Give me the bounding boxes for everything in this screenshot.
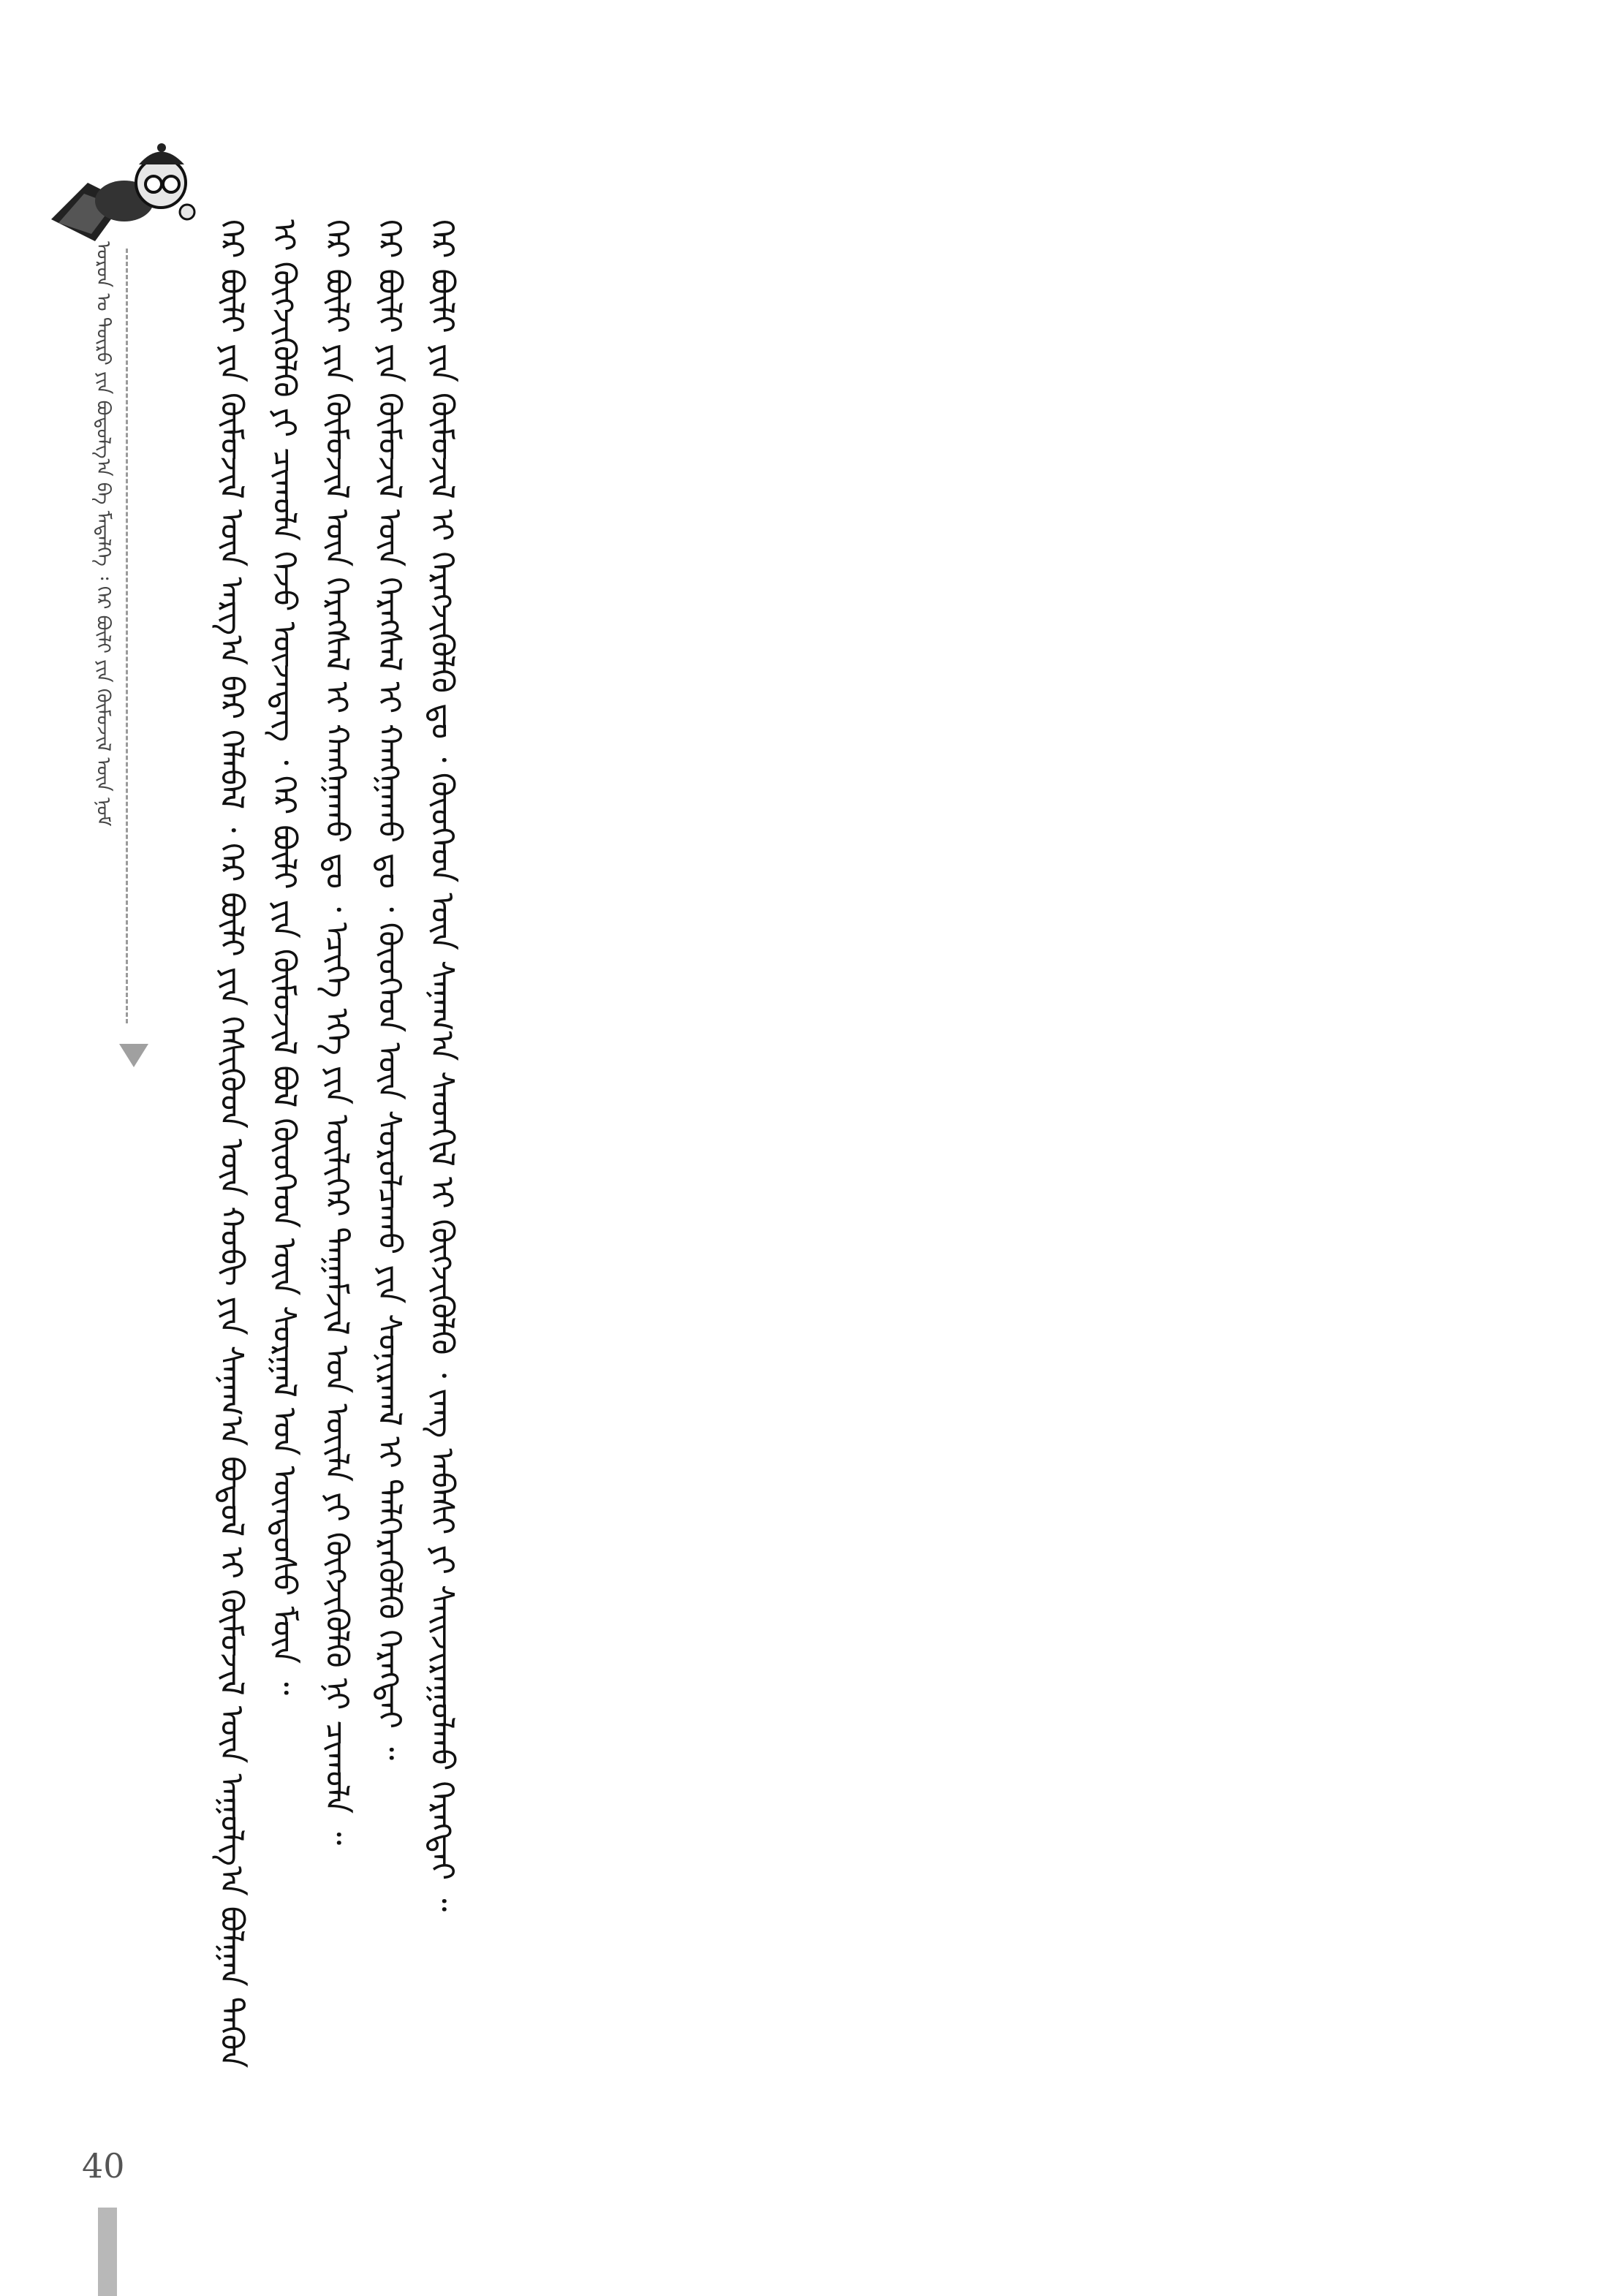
running-head: ᠣᠷᠣᠨ ᠤ ᠲᠦᠷᠦ ᠶᠢᠨ ᠪᠣᠳᠣᠯᠭ᠎ᠠ ᠪᠠ ᠮᠡᠳᠡᠯᠭᠡ ᠄ ᠭᠡᠷ ᠪᠦᠯᠢ ᠶᠢᠨ ᠬᠦᠮᠦᠵᠢᠯ ᠦᠨ ᠨᠣᠮ (92, 241, 114, 827)
paragraph: ᠭᠡᠷ ᠪᠦᠯᠢ ᠶᠢᠨ ᠬᠦᠮᠦᠵᠢᠯ ᠦᠨ ᠬᠡᠷᠡᠭᠰᠡᠯ ᠢ ᠬᠠᠩᠭᠠᠬᠤ ᠳᠤ ᠂ ᠡᠴᠢᠭᠡ ᠡᠬᠡ ᠶᠢᠨ ᠦᠯᠢᠭᠡᠷ ᠳᠠᠭᠠᠮᠵᠢᠯ ᠤᠨ ᠦᠢᠯᠡ ᠶᠢ ᠬᠦᠭᠵᠢᠭᠦᠯᠬᠦ ᠨᠢ ᠴᠢᠬᠤᠯᠠ ᠃ (318, 219, 355, 1846)
divider-dashed (126, 249, 128, 1023)
thumb-tab (98, 2208, 117, 2296)
mascot-illustration (44, 132, 197, 249)
paragraph: ᠭᠡᠷ ᠪᠦᠯᠢ ᠶᠢᠨ ᠬᠦᠮᠦᠵᠢᠯ ᠦᠨ ᠬᠡᠷᠡᠭᠰᠡᠯ ᠢ ᠬᠠᠩᠭᠠᠬᠤ ᠳᠤ ᠂ ᠬᠦᠦᠬᠡᠳ ᠦᠨ ᠰᠤᠷᠤᠯᠴᠠᠬᠤ ᠶᠢᠨ ᠰᠣᠨᠢᠷᠬᠠᠯ ᠢ ᠲᠡᠯᠭᠡᠷᠡᠭᠦᠯᠬᠦ ᠬᠡᠷᠡᠭᠲᠡᠢ ᠃ (371, 219, 408, 1760)
paragraph: ᠭᠡᠷ ᠪᠦᠯᠢ ᠶᠢᠨ ᠬᠦᠮᠦᠵᠢᠯ ᠦᠨ ᠠᠷᠭ᠎ᠠ ᠪᠠᠷ ᠬᠡᠯᠡᠪᠡᠯ ᠂ ᠭᠡᠷ ᠪᠦᠯᠢ ᠶᠢᠨ ᠭᠡᠰᠢᠭᠦᠳ ᠦᠨ ᠬᠤᠪᠢ ᠶᠢᠨ ᠰᠠᠨᠠᠭ᠎ᠠ ᠪᠣᠳᠣᠯ ᠢ ᠬᠦᠮᠦᠵᠢᠯ ᠦᠨ ᠠᠭᠤᠯᠭ᠎ᠠ ᠪᠣᠯᠭᠠᠨ ᠲᠡᠭᠦᠨ ᠢ ᠬᠦᠭᠵᠢᠭᠦᠯᠬᠦ ᠶᠢ ᠴᠢᠬᠤᠯᠠ ᠭᠡᠵᠦ ᠦᠵᠡᠳᠡᠭ ᠂ ᠭᠡᠷ ᠪᠦᠯᠢ ᠶᠢᠨ ᠬᠦᠮᠦᠵᠢᠯ ᠪᠣᠯ ᠬᠦᠦᠬᠡᠳ ᠦᠨ ᠰᠤᠷᠭᠠᠯ ᠤᠨ ᠦᠨᠳᠦᠰᠦ ᠮᠥᠨ ᠃ (213, 219, 303, 2069)
paragraph: ᠭᠡᠷ ᠪᠦᠯᠢ ᠶᠢᠨ ᠬᠦᠮᠦᠵᠢᠯ ᠢ ᠬᠡᠷᠡᠭᠵᠢᠭᠦᠯᠬᠦ ᠳᠤ ᠂ ᠬᠦᠦᠬᠡᠳ ᠦᠨ ᠰᠠᠨᠠᠭ᠎ᠠ ᠰᠡᠳᠬᠢᠯ ᠢ ᠬᠥᠭᠵᠢᠭᠦᠯᠬᠦ ᠂ ᠵᠠᠩ ᠠᠪᠠᠰᠢ ᠶᠢ ᠰᠠᠢᠵᠢᠷᠠᠭᠤᠯᠬᠤ ᠬᠡᠷᠡᠭᠲᠡᠢ ᠃ (423, 219, 461, 1912)
page-number: 40 (82, 2146, 125, 2186)
main-text-body (205, 219, 1002, 2076)
triangle-marker-icon (119, 1044, 148, 1067)
